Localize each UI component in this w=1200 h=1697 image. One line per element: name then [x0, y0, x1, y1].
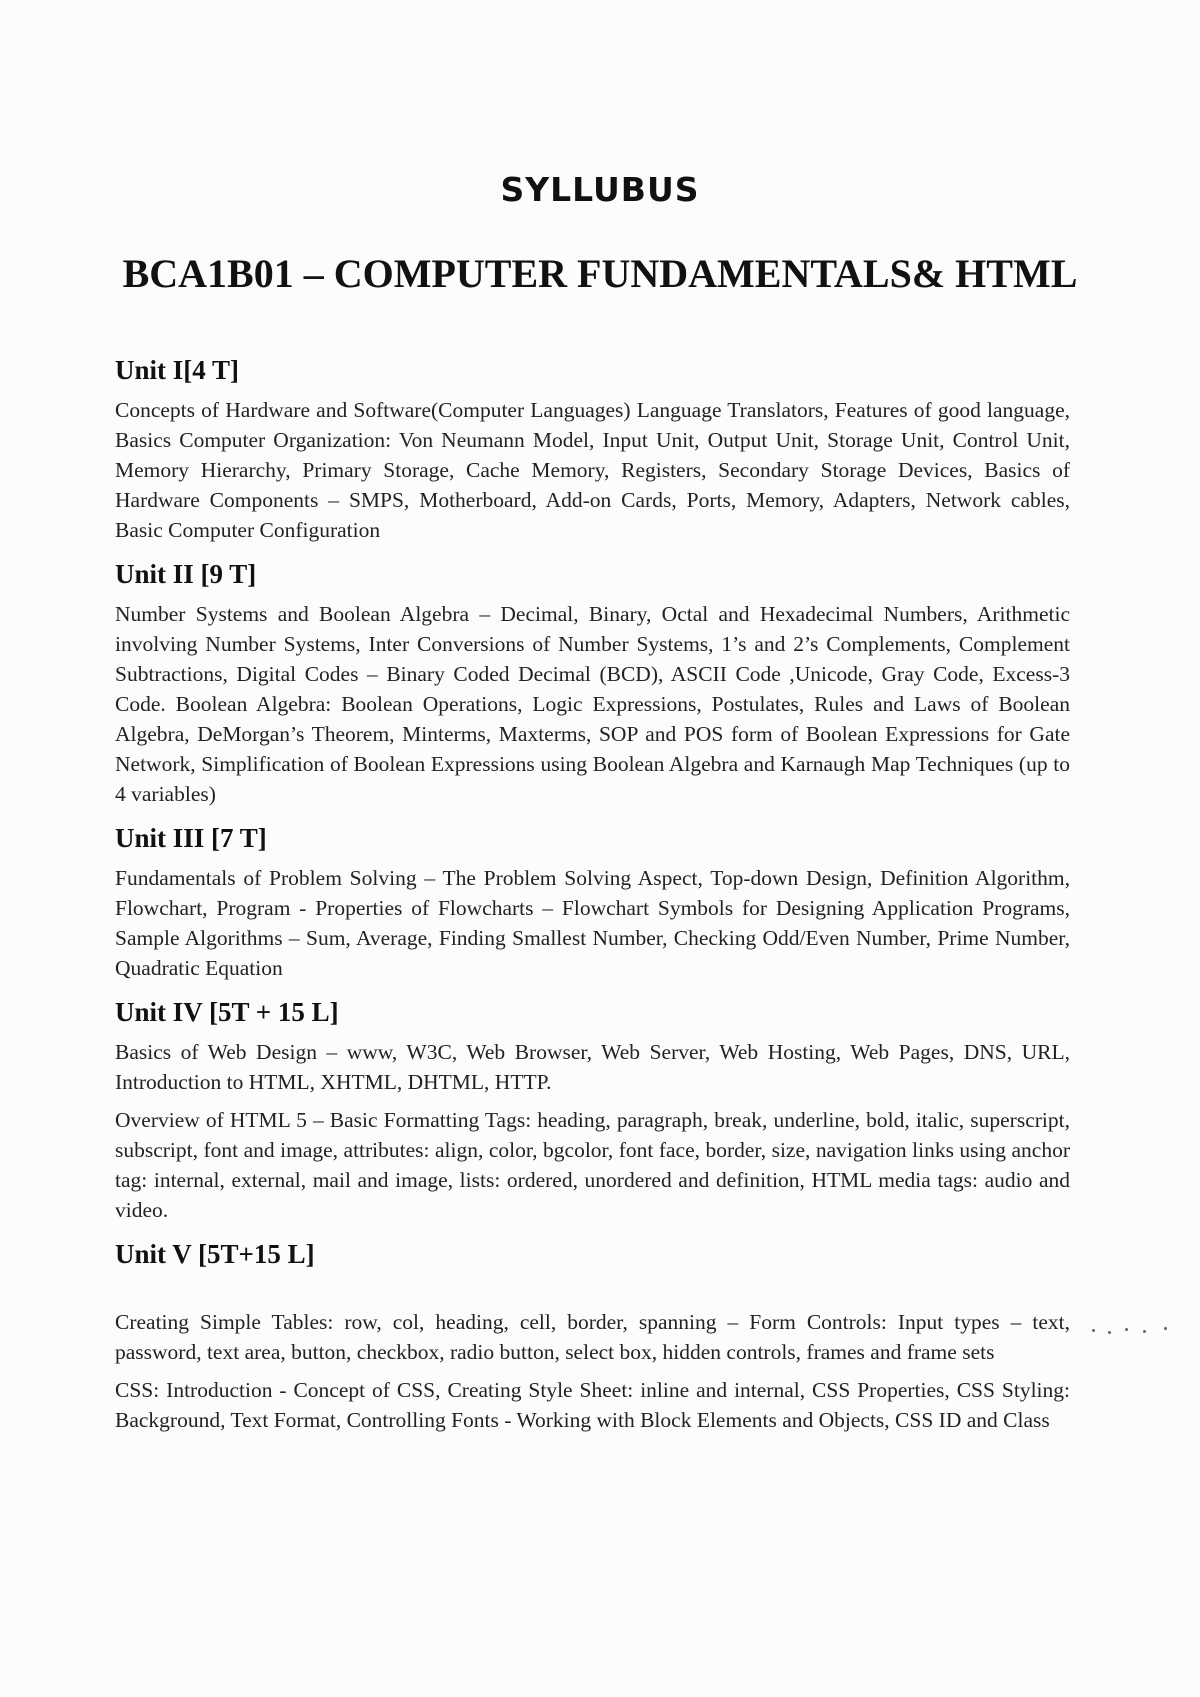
- scan-speck: [1164, 1327, 1167, 1330]
- unit-3-heading: Unit III [7 T]: [115, 823, 267, 853]
- unit-4-description-web-design: Basics of Web Design – www, W3C, Web Browser, Web Server, Web Hosting, Web Pages, DNS, URL, Introduction to HTML, XHTML, DHTML, HTTP.: [115, 1040, 1070, 1094]
- unit-1-heading: Unit I[4 T]: [115, 355, 240, 385]
- unit-4-heading: Unit IV [5T + 15 L]: [115, 997, 339, 1027]
- unit-4-section: [115, 997, 1070, 1225]
- unit-3-description: Fundamentals of Problem Solving – The Problem Solving Aspect, Top-down Design, Definition Algorithm, Flowchart, Program - Properties of Flowcharts – Flowchart Symbols for Designing Application Programs, Sample Algorithms – Sum, Average, Finding Smallest Number, Checking Odd/Even Number, Prime Number, Quadratic Equation: [115, 866, 1070, 980]
- unit-4-description-html5: Overview of HTML 5 – Basic Formatting Tags: heading, paragraph, break, underline, bold, italic, superscript, subscript, font and image, attributes: align, color, bgcolor, font face, border, size, navigation links using anchor tag: internal, external, mail and image, lists: ordered, unordered and definition, HTML media tags: audio and video.: [115, 1108, 1070, 1222]
- unit-2-section: [115, 559, 1070, 809]
- unit-5-heading: Unit V [5T+15 L]: [115, 1239, 315, 1269]
- unit-2-description: Number Systems and Boolean Algebra – Decimal, Binary, Octal and Hexadecimal Numbers, Arithmetic involving Number Systems, Inter Conversions of Number Systems, 1’s and 2’s Complements, Complement Subtractions, Digital Codes – Binary Coded Decimal (BCD), ASCII Code ,Unicode, Gray Code, Excess-3 Code. Boolean Algebra: Boolean Operations, Logic Expressions, Postulates, Rules and Laws of Boolean Algebra, DeMorgan’s Theorem, Minterms, Maxterms, SOP and POS form of Boolean Expressions for Gate Network, Simplification of Boolean Expressions using Boolean Algebra and Karnaugh Map Techniques (up to 4 variables): [115, 602, 1070, 806]
- unit-5-description-tables-forms: Creating Simple Tables: row, col, heading, cell, border, spanning – Form Controls: Input types – text, password, text area, button, checkbox, radio button, select box, hidden controls, frames and frame sets: [115, 1310, 1070, 1364]
- scan-speck: [1108, 1331, 1111, 1334]
- page-heading: SYLLUBUS: [500, 170, 700, 209]
- unit-1-description: Concepts of Hardware and Software(Computer Languages) Language Translators, Features of good language, Basics Computer Organization: Von Neumann Model, Input Unit, Output Unit, Storage Unit, Control Unit, Memory Hierarchy, Primary Storage, Cache Memory, Registers, Secondary Storage Devices, Basics of Hardware Components – SMPS, Motherboard, Add-on Cards, Ports, Memory, Adapters, Network cables, Basic Computer Configuration: [115, 398, 1070, 542]
- scan-speck: [1143, 1330, 1146, 1333]
- unit-5-spacer: [115, 1279, 1070, 1307]
- scan-speck: [1092, 1329, 1095, 1332]
- unit-5-section: [115, 1239, 1070, 1435]
- syllabus-content: [115, 355, 1070, 1449]
- unit-5-description-css: CSS: Introduction - Concept of CSS, Creating Style Sheet: inline and internal, CSS Properties, CSS Styling: Background, Text Format, Controlling Fonts - Working with Block Elements and Objects, CSS ID and Class: [115, 1378, 1070, 1432]
- scan-speck: [1125, 1328, 1128, 1331]
- unit-1-section: [115, 355, 1070, 545]
- unit-3-section: [115, 823, 1070, 983]
- unit-2-heading: Unit II [9 T]: [115, 559, 257, 589]
- course-title: BCA1B01 – COMPUTER FUNDAMENTALS& HTML: [122, 251, 1078, 296]
